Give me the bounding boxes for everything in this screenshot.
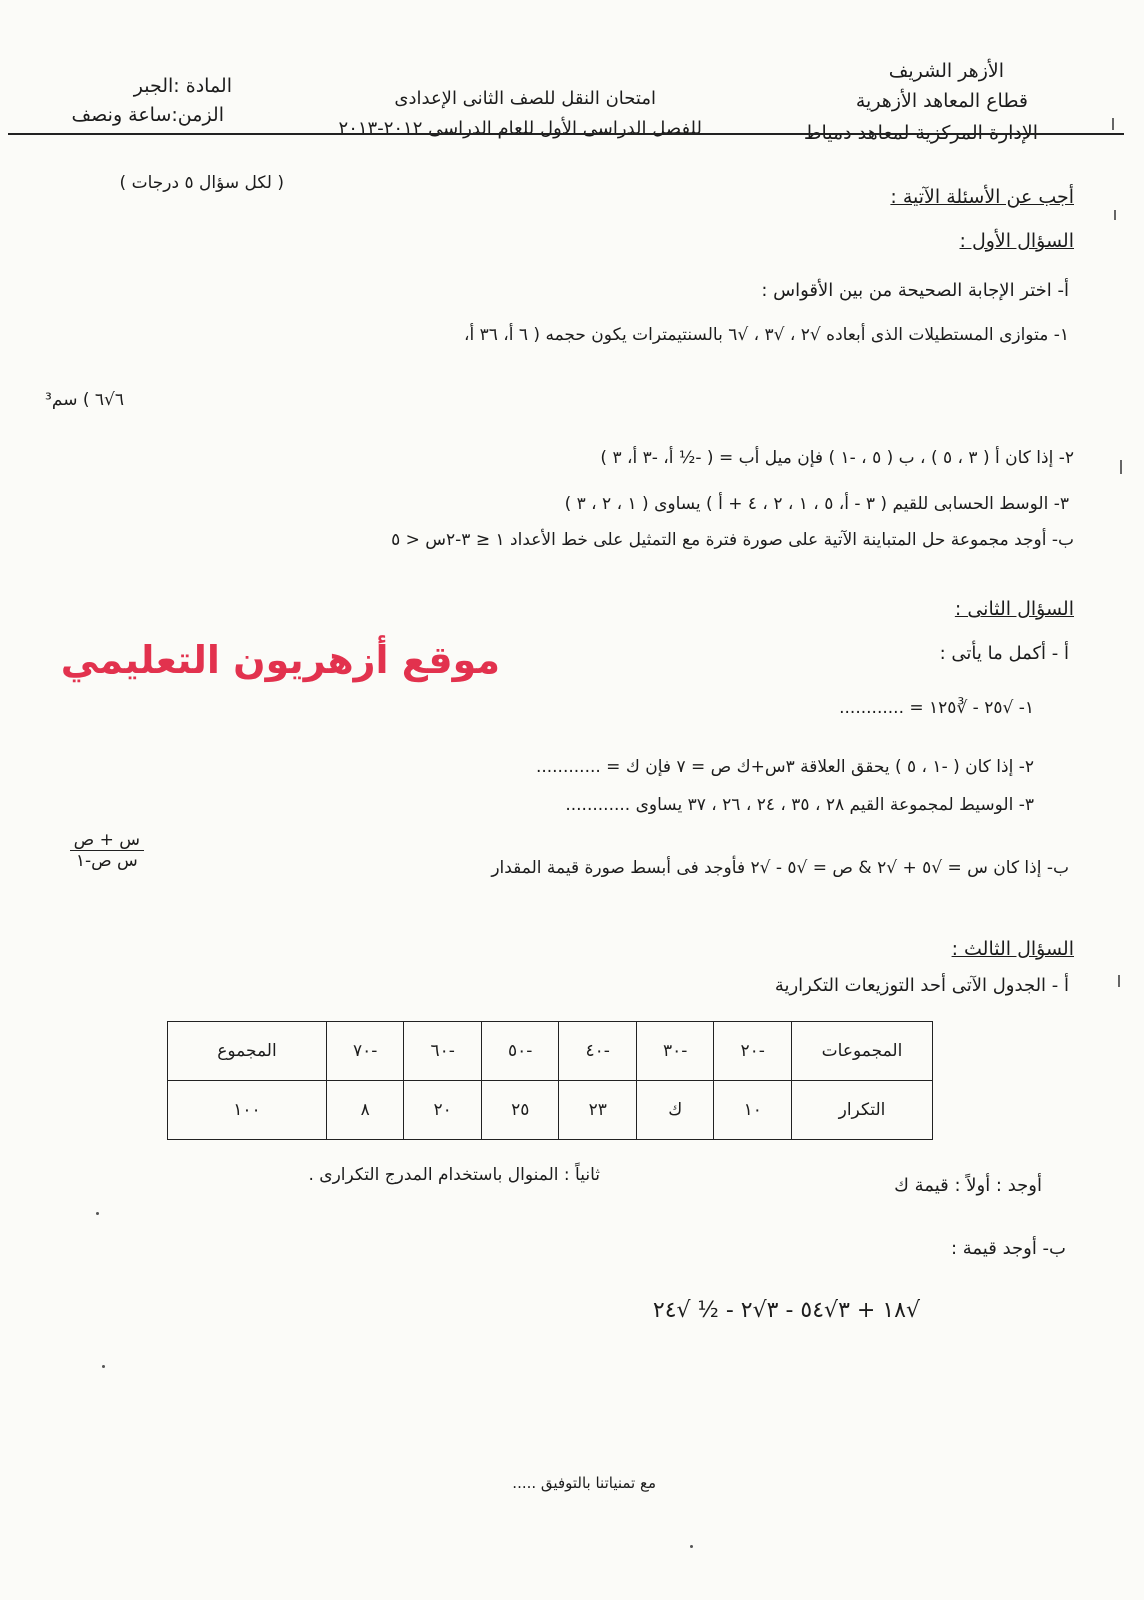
q3-part-a: أ - الجدول الآتى أحد التوزيعات التكرارية xyxy=(774,975,1069,996)
q1-part-a: أ- اختر الإجابة الصحيحة من بين الأقواس : xyxy=(761,280,1069,301)
scan-mark xyxy=(1118,975,1120,987)
q1-item2: ٢- إذا كان أ ( ٣ ، ٥ ) ، ب ( ٥ ، -١ ) فإن ميل أب = ( -½ أ، -٣ أ، ٣ ) xyxy=(600,448,1074,468)
q2-item1: ١- √٢٥ - ∛١٢٥ = ............ xyxy=(839,698,1034,718)
scan-speck xyxy=(96,1212,99,1215)
table-cell-frequency: ١٠ xyxy=(714,1081,792,1140)
header-divider xyxy=(8,133,1124,135)
exam-time: الزمن:ساعة ونصف xyxy=(71,104,224,126)
table-cell-frequency-total: ١٠٠ xyxy=(168,1081,327,1140)
q2-part-b: ب- إذا كان س = √٥ + √٢ & ص = √٥ - √٢ فأوجد فى أبسط صورة قيمة المقدار xyxy=(491,858,1069,878)
q1-part-b: ب- أوجد مجموعة حل المتباينة الآتية على صورة فترة مع التمثيل على خط الأعداد ١ ≤ ٣-٢س < ٥ xyxy=(391,530,1074,550)
q3-title: السؤال الثالث : xyxy=(951,938,1074,960)
scan-mark xyxy=(1120,460,1122,474)
table-cell-group: -٥٠ xyxy=(481,1022,559,1081)
org-line-administration: الإدارة المركزية لمعاهد دمياط xyxy=(803,122,1038,144)
table-cell-frequency: ٢٥ xyxy=(481,1081,559,1140)
q3-part-b: ب- أوجد قيمة : xyxy=(950,1238,1066,1259)
scan-mark xyxy=(1114,210,1116,220)
scan-speck xyxy=(690,1545,693,1548)
q2-title: السؤال الثانى : xyxy=(954,598,1074,620)
table-cell-group: -٢٠ xyxy=(714,1022,792,1081)
table-cell-group-total: المجموع xyxy=(168,1022,327,1081)
q2-fraction-denominator: س ص-١ xyxy=(75,851,138,871)
table-cell-group: -٣٠ xyxy=(636,1022,714,1081)
org-line-sector: قطاع المعاهد الأزهرية xyxy=(855,90,1028,112)
q1-item1-line1: ١- متوازى المستطيلات الذى أبعاده √٢ ، √٣ ، √٦ بالسنتيمترات يكون حجمه ( ٦ أ، ٣٦ أ، xyxy=(463,325,1069,345)
table-cell-frequency: ٢٣ xyxy=(559,1081,637,1140)
frequency-table xyxy=(167,1021,933,1140)
q2-part-a: أ - أكمل ما يأتى : xyxy=(939,643,1069,664)
scan-mark xyxy=(1112,118,1114,130)
table-cell-frequency: ٨ xyxy=(326,1081,404,1140)
q3-find-second: ثانياً : المنوال باستخدام المدرج التكرارى . xyxy=(308,1165,600,1185)
answer-prompt: أجب عن الأسئلة الآتية : xyxy=(890,186,1074,208)
table-cell-frequency: ٢٠ xyxy=(404,1081,482,1140)
q2-fraction-numerator: س + ص xyxy=(70,830,144,851)
q1-item3: ٣- الوسط الحسابى للقيم ( ٣ - أ، ٥ ، ١ ، ٢ ، ٤ + أ ) يساوى ( ١ ، ٢ ، ٣ ) xyxy=(564,494,1069,514)
table-header-groups: المجموعات xyxy=(792,1022,933,1081)
marks-note: ( لكل سؤال ٥ درجات ) xyxy=(119,173,284,193)
org-line-azhar: الأزهر الشريف xyxy=(888,60,1004,82)
exam-title: امتحان النقل للصف الثانى الإعدادى xyxy=(394,88,656,109)
q3-expression: √١٨ + ٣√٥٤ - ٣√٢ - ½ √٢٤ xyxy=(652,1298,920,1323)
site-watermark: موقع أزهريون التعليمي xyxy=(60,638,500,682)
q2-item3: ٣- الوسيط لمجموعة القيم ٢٨ ، ٣٥ ، ٢٤ ، ٢٦ ، ٣٧ يساوى ............ xyxy=(565,795,1034,815)
q2-fraction xyxy=(70,830,144,871)
scan-speck xyxy=(102,1365,105,1368)
table-row-groups xyxy=(168,1022,933,1081)
table-row-frequency xyxy=(168,1081,933,1140)
table-cell-group: -٧٠ xyxy=(326,1022,404,1081)
q2-item2: ٢- إذا كان ( -١ ، ٥ ) يحقق العلاقة ٣س+ك ص = ٧ فإن ك = ............ xyxy=(535,757,1034,777)
table-cell-group: -٤٠ xyxy=(559,1022,637,1081)
table-header-frequency: التكرار xyxy=(792,1081,933,1140)
q3-find-first: أوجد : أولاً : قيمة ك xyxy=(894,1175,1042,1196)
q1-title: السؤال الأول : xyxy=(959,230,1074,252)
q1-item1-line2: ٦√٦ ) سم³ xyxy=(45,390,124,410)
table-cell-group: -٦٠ xyxy=(404,1022,482,1081)
table-cell-frequency: ك xyxy=(636,1081,714,1140)
exam-term: للفصل الدراسى الأول للعام الدراسى ٢٠١٢-٢٠١٣ xyxy=(338,118,702,139)
footer-wishes: مع تمنياتنا بالتوفيق ..... xyxy=(512,1474,656,1492)
subject: المادة :الجبر xyxy=(133,75,232,97)
